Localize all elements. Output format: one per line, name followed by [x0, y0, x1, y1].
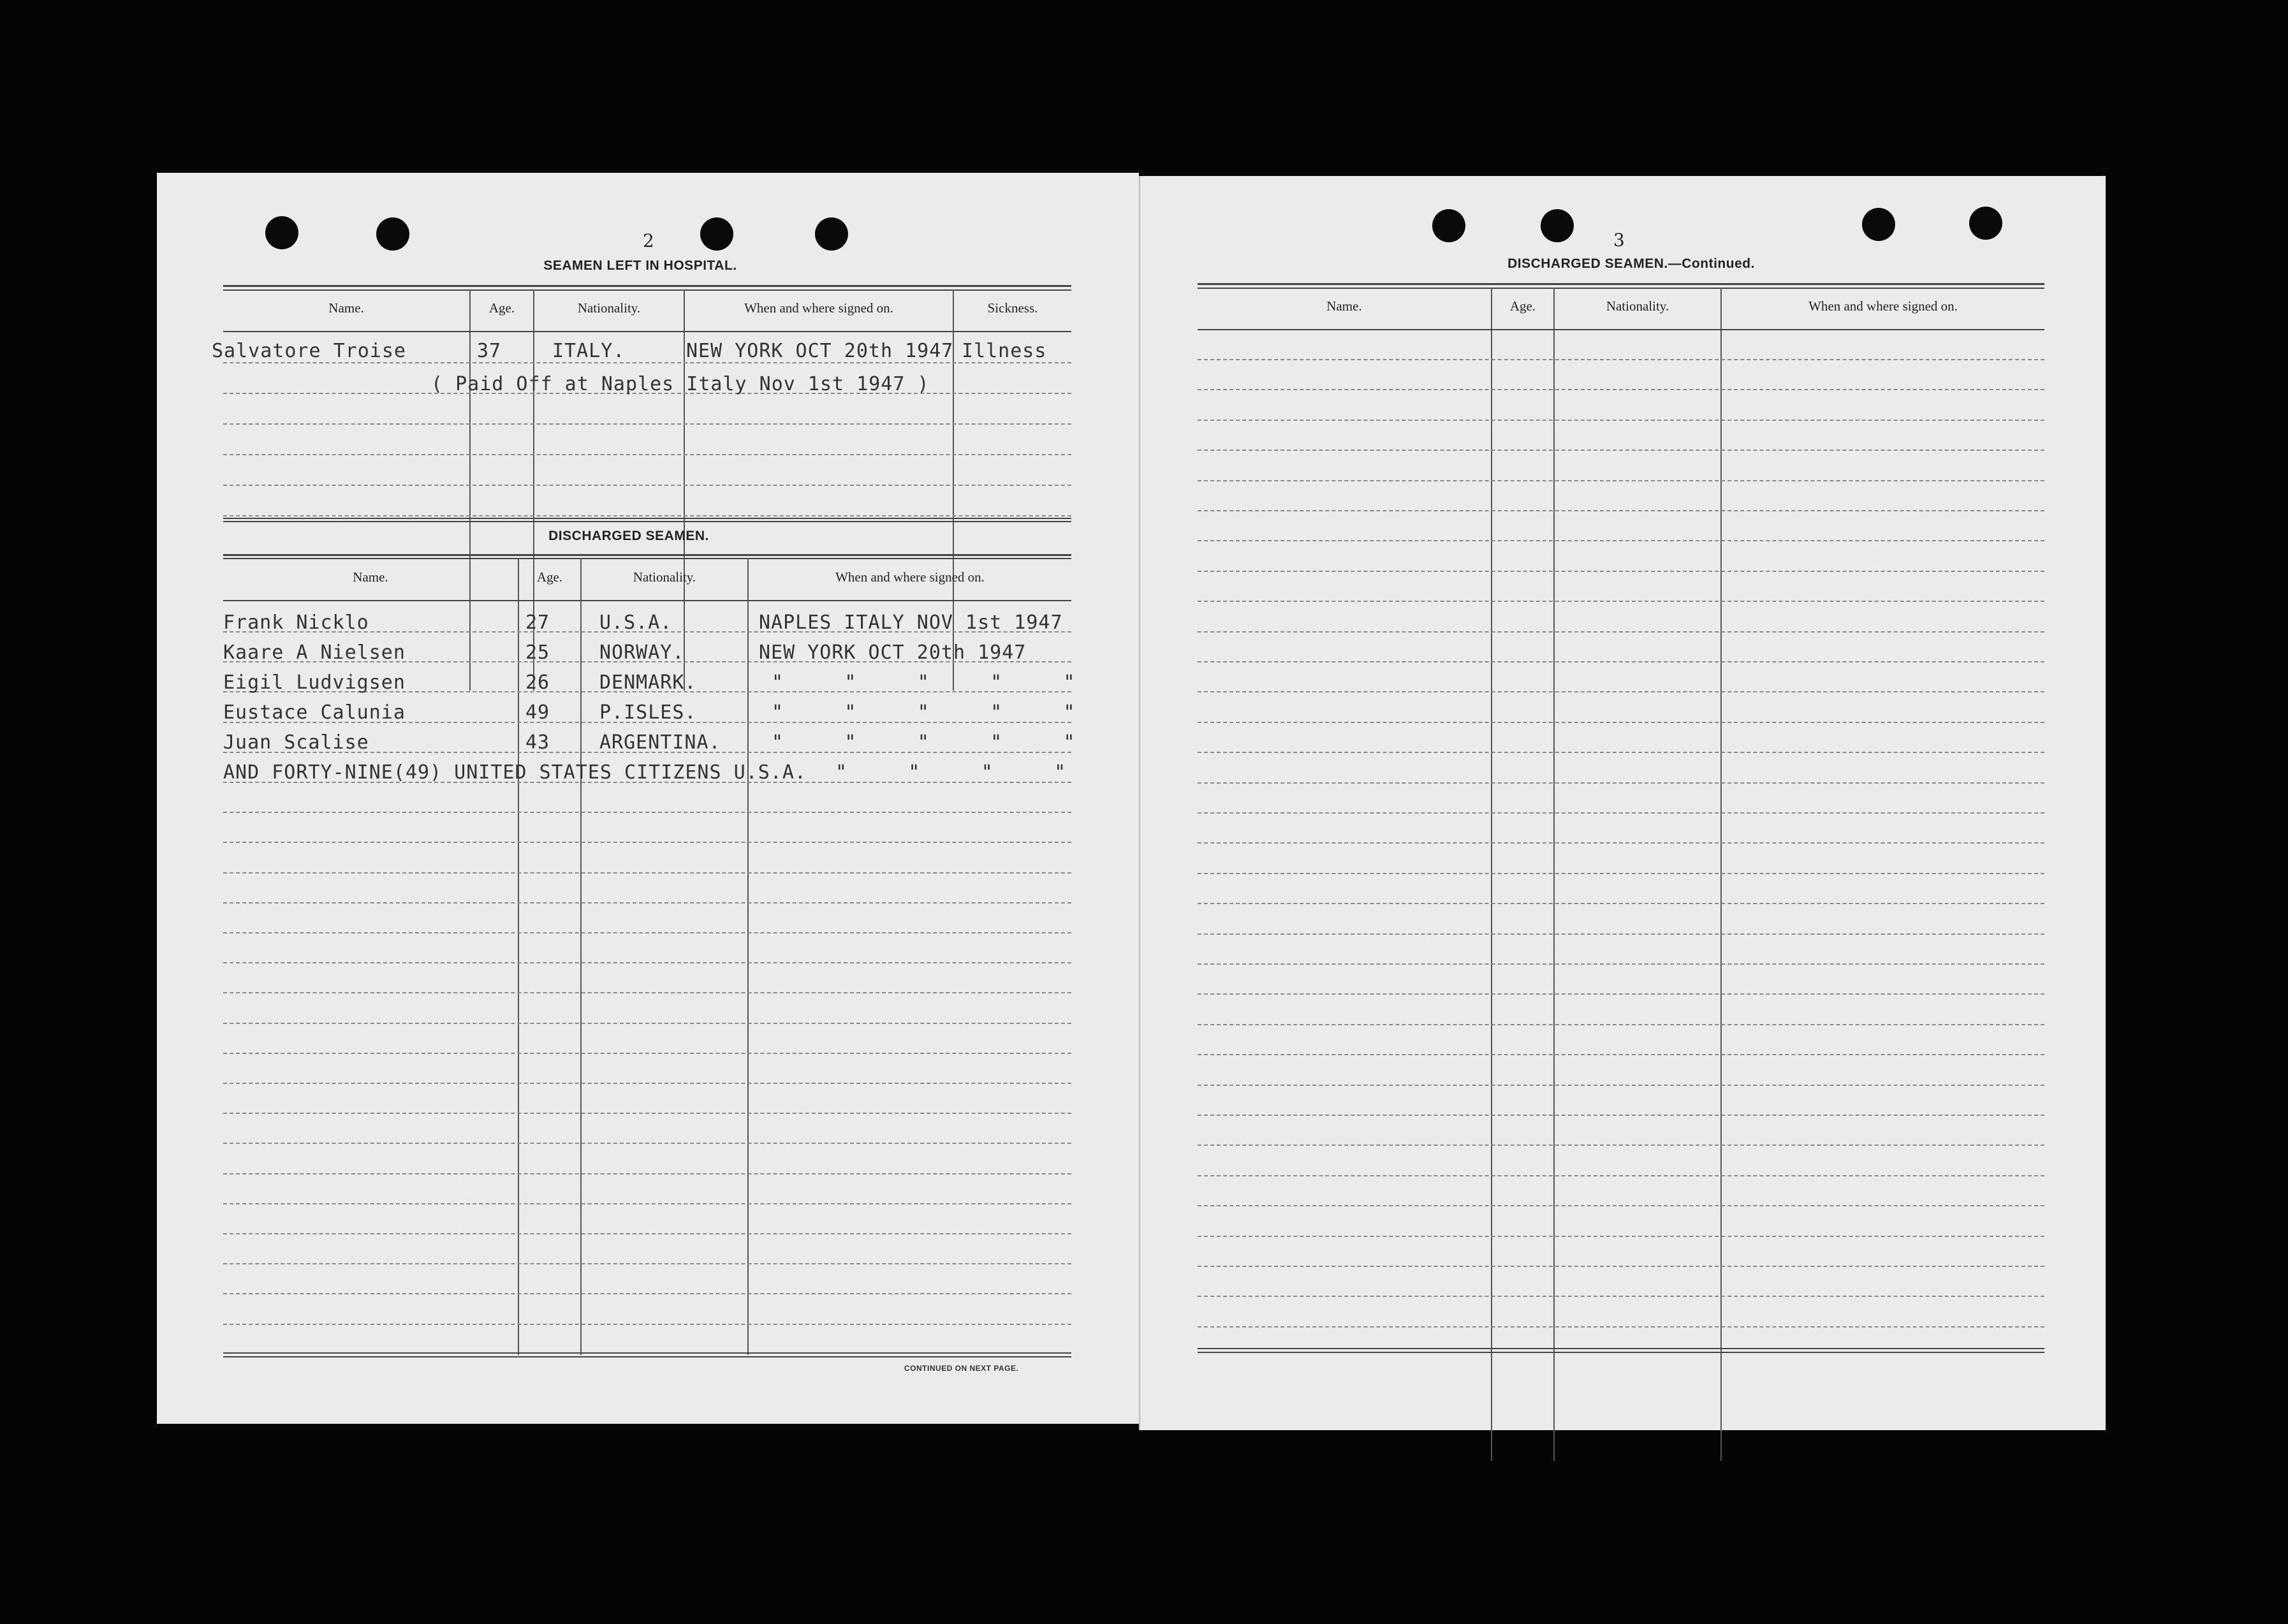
ruled-line: [1198, 359, 2044, 360]
discharged-section-title: DISCHARGED SEAMEN.: [548, 529, 709, 543]
ruled-line: [1198, 812, 2044, 814]
col-header-signed-on: When and where signed on.: [1808, 298, 1958, 314]
col-header-sickness: Sickness.: [987, 300, 1038, 316]
page-number: 3: [1613, 230, 1625, 251]
ruled-line: [223, 932, 1071, 933]
ruled-line: [223, 1324, 1071, 1325]
ruled-line: [223, 872, 1071, 874]
table-top-rule: [1198, 283, 2044, 285]
col-header-age: Age.: [1509, 298, 1536, 314]
punch-hole: [815, 217, 848, 251]
table-top-rule: [223, 558, 1071, 559]
punch-hole: [700, 217, 733, 251]
ruled-line: [223, 992, 1071, 993]
seaman-nationality: NORWAY.: [599, 641, 685, 664]
ruled-line: [223, 454, 1071, 455]
table-bottom-rule: [1198, 1352, 2044, 1353]
punch-hole: [1541, 209, 1574, 242]
ruled-line: [223, 362, 1071, 363]
section-rule: [223, 518, 1071, 519]
ruled-line: [1198, 1024, 2044, 1025]
ruled-line: [1198, 1266, 2044, 1267]
ruled-line: [1198, 691, 2044, 692]
col-header-signed-on: When and where signed on.: [744, 300, 893, 316]
ruled-line: [1198, 1326, 2044, 1328]
ruled-line: [1198, 389, 2044, 390]
seaman-signed-on: NAPLES ITALY NOV 1st 1947: [759, 611, 1063, 634]
punch-hole: [1432, 209, 1465, 242]
table-bottom-rule: [223, 1356, 1071, 1357]
discharged-continued-title: DISCHARGED SEAMEN.—Continued.: [1507, 256, 1755, 271]
col-header-name: Name.: [353, 569, 388, 585]
ruled-line: [1198, 571, 2044, 572]
ruled-line: [1198, 1296, 2044, 1297]
seaman-nationality: ARGENTINA.: [599, 731, 721, 754]
ruled-line: [1198, 903, 2044, 904]
column-divider: [747, 558, 749, 1355]
ruled-line: [1198, 842, 2044, 844]
column-divider: [469, 289, 471, 691]
ruled-line: [223, 1113, 1071, 1114]
ruled-line: [223, 1053, 1071, 1054]
ruled-line: [1198, 722, 2044, 723]
seaman-nationality: DENMARK.: [599, 671, 697, 694]
ruled-line: [1198, 450, 2044, 451]
seaman-age: 27: [525, 611, 550, 634]
seaman-age: 25: [525, 641, 550, 664]
ruled-line: [1198, 631, 2044, 633]
page-number: 2: [643, 230, 654, 251]
ruled-line: [1198, 963, 2044, 965]
seaman-name: Kaare A Nielsen: [223, 641, 406, 664]
ruled-line: [1198, 782, 2044, 784]
right-page: [1139, 176, 2106, 1430]
hospital-nationality: ITALY.: [552, 340, 626, 362]
column-divider: [1491, 288, 1492, 1461]
header-rule: [223, 331, 1071, 332]
seaman-name: Eustace Calunia: [223, 701, 406, 724]
ruled-line: [223, 1083, 1071, 1084]
ruled-line: [1198, 420, 2044, 421]
ruled-line: [1198, 1145, 2044, 1146]
seaman-signed-on: " " " " ": [772, 731, 1076, 754]
table-bottom-rule: [1198, 1348, 2044, 1349]
left-page: [157, 173, 1139, 1424]
col-header-name: Name.: [328, 300, 364, 316]
col-header-nationality: Nationality.: [1606, 298, 1669, 314]
seaman-signed-on: " " " " ": [772, 671, 1076, 694]
seaman-age: 43: [525, 731, 550, 754]
ruled-line: [1198, 1205, 2044, 1206]
ruled-line: [223, 423, 1071, 425]
ruled-line: [1198, 1236, 2044, 1237]
ruled-line: [223, 1233, 1071, 1234]
header-rule: [223, 600, 1071, 601]
seaman-signed-on: NEW YORK OCT 20th 1947: [759, 641, 1027, 664]
ruled-line: [223, 1023, 1071, 1024]
summary-ditto: " " " ": [835, 761, 1067, 784]
col-header-nationality: Nationality.: [633, 569, 696, 585]
seaman-nationality: U.S.A.: [599, 611, 673, 634]
column-divider: [684, 289, 685, 691]
ruled-line: [1198, 1175, 2044, 1176]
ruled-line: [1198, 480, 2044, 481]
punch-hole: [265, 216, 298, 249]
continued-note: CONTINUED ON NEXT PAGE.: [904, 1364, 1019, 1373]
seaman-name: Frank Nicklo: [223, 611, 369, 634]
punch-hole: [1969, 207, 2002, 240]
summary-line: AND FORTY-NINE(49) UNITED STATES CITIZENS U.S.A.: [223, 761, 807, 784]
section-rule: [223, 521, 1071, 522]
ruled-line: [223, 812, 1071, 813]
col-header-age: Age.: [488, 300, 515, 316]
table-bottom-rule: [223, 1352, 1071, 1354]
ruled-line: [223, 842, 1071, 843]
punch-hole: [376, 217, 409, 251]
header-rule: [1198, 329, 2044, 330]
seaman-name: Eigil Ludvigsen: [223, 671, 406, 694]
table-top-rule: [223, 554, 1071, 556]
hospital-sickness: Illness: [962, 340, 1047, 362]
ruled-line: [1198, 1054, 2044, 1055]
table-top-rule: [1198, 288, 2044, 289]
hospital-signed-on: NEW YORK OCT 20th 1947: [686, 340, 954, 362]
ruled-line: [223, 1143, 1071, 1144]
col-header-age: Age.: [536, 569, 563, 585]
ruled-line: [1198, 601, 2044, 602]
seaman-age: 49: [525, 701, 550, 724]
hospital-name: Salvatore Troise: [212, 340, 406, 362]
table-top-rule: [223, 289, 1071, 291]
column-divider: [518, 558, 519, 1355]
punch-hole: [1862, 208, 1895, 241]
hospital-section-title: SEAMEN LEFT IN HOSPITAL.: [543, 258, 737, 273]
ruled-line: [1198, 873, 2044, 874]
column-divider: [1553, 288, 1555, 1461]
ruled-line: [223, 1263, 1071, 1264]
ruled-line: [1198, 540, 2044, 541]
seaman-name: Juan Scalise: [223, 731, 369, 754]
ruled-line: [1198, 993, 2044, 995]
ruled-line: [223, 1173, 1071, 1174]
ruled-line: [223, 515, 1071, 516]
ruled-line: [223, 485, 1071, 486]
column-divider: [580, 558, 582, 1355]
seaman-nationality: P.ISLES.: [599, 701, 697, 724]
ruled-line: [223, 1203, 1071, 1204]
seaman-signed-on: " " " " ": [772, 701, 1076, 724]
hospital-age: 37: [477, 340, 502, 362]
ruled-line: [1198, 933, 2044, 935]
ruled-line: [223, 1293, 1071, 1294]
hospital-note: ( Paid Off at Naples Italy Nov 1st 1947 ): [431, 373, 930, 395]
col-header-nationality: Nationality.: [577, 300, 641, 316]
seaman-age: 26: [525, 671, 550, 694]
ruled-line: [1198, 752, 2044, 753]
col-header-signed-on: When and where signed on.: [835, 569, 985, 585]
col-header-name: Name.: [1326, 298, 1362, 314]
ruled-line: [1198, 510, 2044, 511]
ruled-line: [1198, 1085, 2044, 1086]
ruled-line: [1198, 1115, 2044, 1116]
ruled-line: [1198, 661, 2044, 662]
ruled-line: [223, 962, 1071, 963]
ruled-line: [223, 902, 1071, 903]
table-top-rule: [223, 285, 1071, 287]
column-divider: [1720, 288, 1722, 1461]
